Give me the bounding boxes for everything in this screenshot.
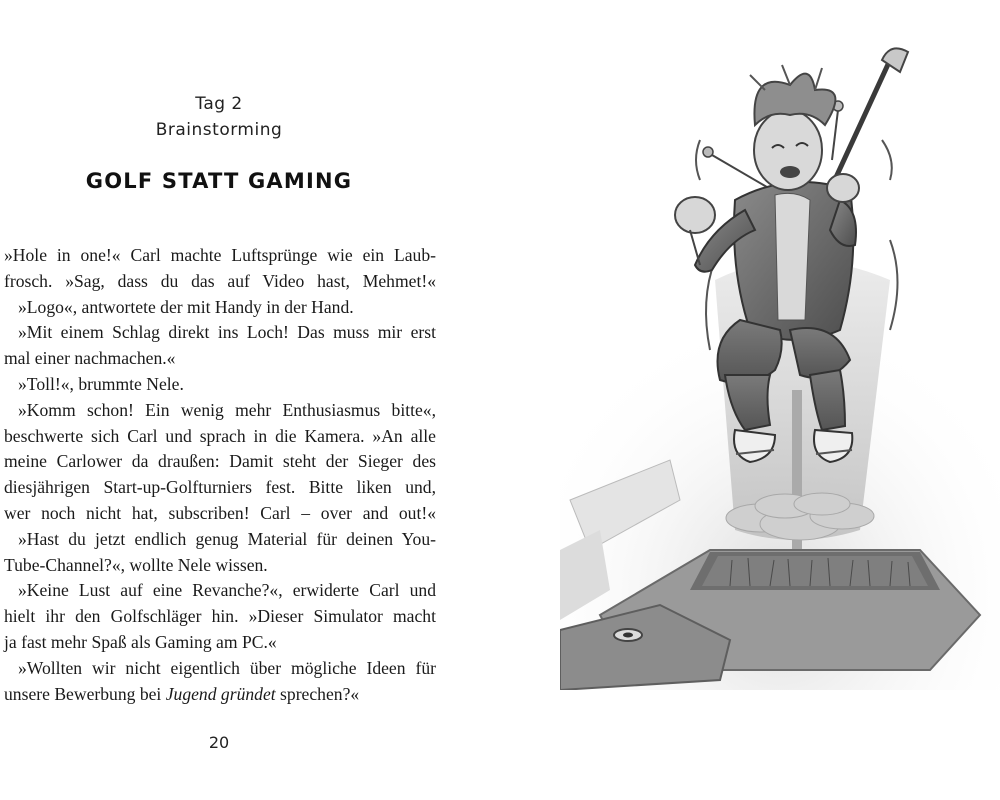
left-page <box>0 0 470 800</box>
text-line: »Wollten wir nicht eigentlich über mögliche Ideen für <box>18 657 436 678</box>
page-number: 20 <box>208 733 230 752</box>
text-line: »Komm schon! Ein wenig mehr Enthusiasmus bitte«, <box>18 399 436 420</box>
text-line <box>4 682 436 708</box>
text-fragment: sprechen?« <box>275 683 360 704</box>
text-line: frosch. »Sag, dass du das auf Video hast, Mehmet!« <box>4 270 436 291</box>
text-line: »Hast du jetzt endlich genug Material für deinen You- <box>18 528 436 549</box>
text-line: »Hole in one!« Carl machte Luftsprünge wie ein Laub- <box>4 245 436 265</box>
illustration-svg <box>560 30 1000 690</box>
chapter-title: GOLF STATT GAMING <box>85 169 353 193</box>
text-line: diesjährigen Start-up-Golfturniers fest. Bitte liken und, <box>4 477 436 498</box>
body-text <box>4 243 436 707</box>
chapter-section-label: Brainstorming <box>155 120 283 140</box>
text-line: meine Carlower da draußen: Damit steht der Sieger des <box>4 451 436 472</box>
text-line: wer noch nicht hat, subscriben! Carl – over and out!« <box>4 502 436 523</box>
text-line: mal einer nachmachen.« <box>4 348 176 369</box>
text-line: »Toll!«, brummte Nele. <box>18 373 184 394</box>
text-line: Tube-Channel?«, wollte Nele wissen. <box>4 554 268 575</box>
text-line: »Mit einem Schlag direkt ins Loch! Das muss mir erst <box>18 322 436 343</box>
chapter-day-label: Tag 2 <box>195 94 243 114</box>
text-line: ja fast mehr Spaß als Gaming am PC.« <box>4 631 277 652</box>
text-line: »Logo«, antwortete der mit Handy in der Hand. <box>18 296 354 317</box>
text-line: beschwerte sich Carl und sprach in die Kamera. »An alle <box>4 425 436 446</box>
text-line: »Keine Lust auf eine Revanche?«, erwiderte Carl und <box>18 580 436 601</box>
italic-title: Jugend gründet <box>165 683 276 704</box>
text-line: hielt ihr den Golfschläger hin. »Dieser Simulator macht <box>4 606 436 627</box>
boy-jumping-golf-illustration <box>560 30 1000 690</box>
text-fragment: unsere Bewerbung bei <box>4 683 166 704</box>
